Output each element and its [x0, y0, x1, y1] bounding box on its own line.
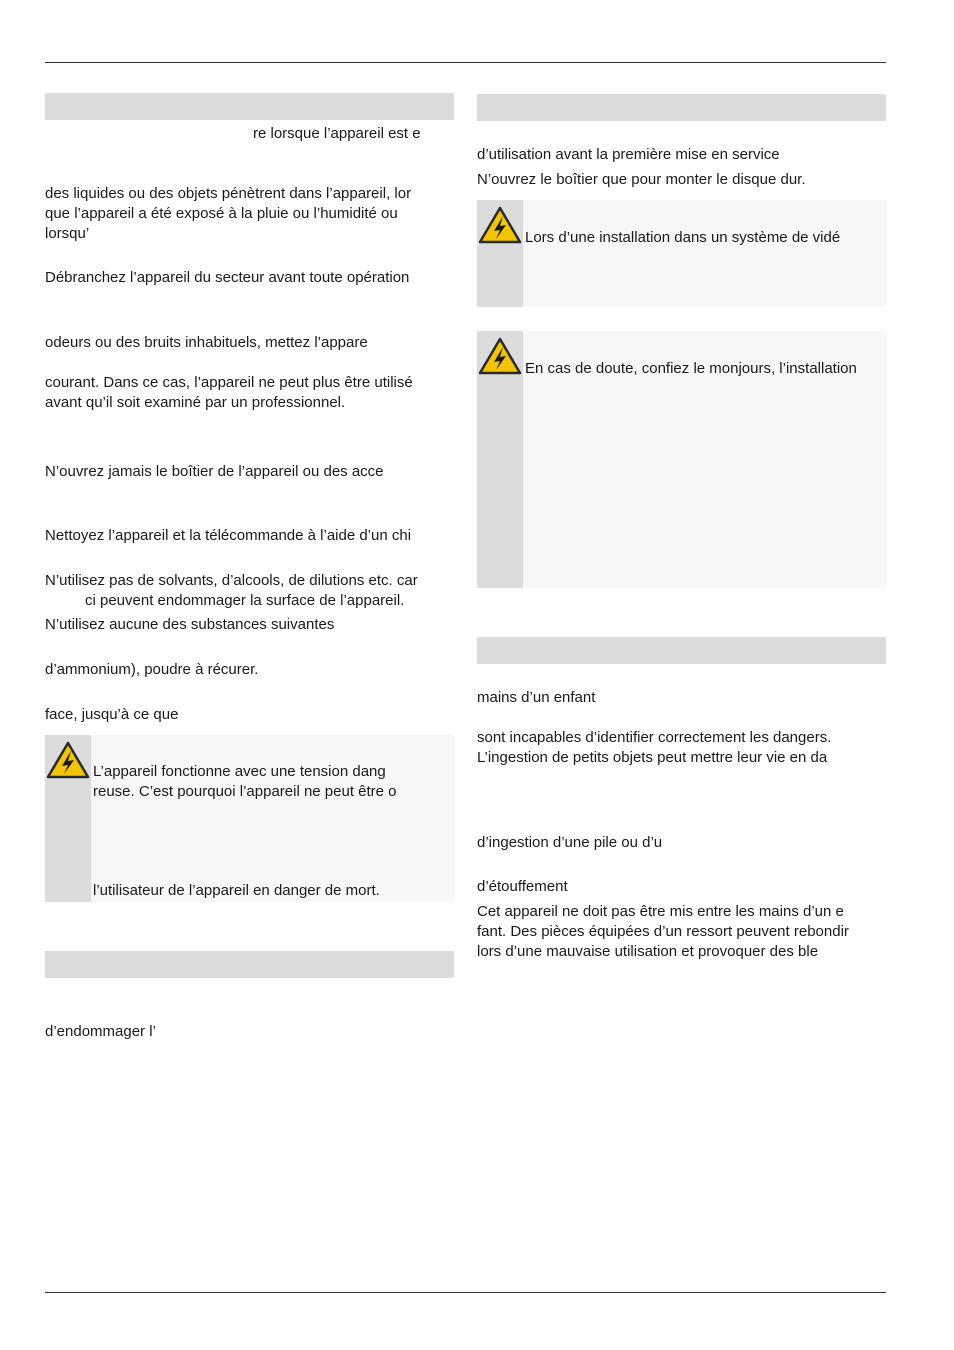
top-rule: [45, 62, 886, 63]
high-voltage-warning-icon: [478, 205, 522, 245]
warning-text: En cas de doute, confiez le monjours, l’installation: [525, 360, 857, 377]
text-line: des liquides ou des objets pénètrent dans l’appareil, lor: [45, 185, 412, 202]
warning-box: [477, 331, 886, 588]
text-line: re lorsque l’appareil est e: [253, 125, 421, 142]
section-header-bar: [477, 94, 886, 121]
text-line: L’ingestion de petits objets peut mettre leur vie en da: [477, 749, 828, 766]
high-voltage-warning-icon: [478, 336, 522, 376]
text-line: d’utilisation avant la première mise en service: [477, 146, 780, 163]
section-header-bar: [45, 951, 454, 978]
text-line: courant. Dans ce cas, l’appareil ne peut plus être utilisé: [45, 374, 413, 391]
bottom-rule: [45, 1292, 886, 1293]
text-line: N’utilisez pas de solvants, d’alcools, de dilutions etc. car: [45, 572, 418, 589]
high-voltage-warning-icon: [46, 740, 90, 780]
warning-box: [45, 735, 454, 902]
text-line: d’ingestion d’une pile ou d’u: [477, 834, 663, 851]
section-header-bar: [45, 93, 454, 120]
text-line: Cet appareil ne doit pas être mis entre les mains d’un e: [477, 903, 844, 920]
text-line: N’ouvrez jamais le boîtier de l’appareil ou des acce: [45, 463, 384, 480]
text-line: Débranchez l’appareil du secteur avant toute opération: [45, 269, 410, 286]
text-line: sont incapables d’identifier correctement les dangers.: [477, 729, 832, 746]
text-line: lors d’une mauvaise utilisation et provoquer des ble: [477, 943, 819, 960]
text-line: que l’appareil a été exposé à la pluie ou l’humidité ou: [45, 205, 398, 222]
text-line: avant qu’il soit examiné par un professionnel.: [45, 394, 346, 411]
text-line: fant. Des pièces équipées d’un ressort peuvent rebondir: [477, 923, 849, 940]
warning-text: Lors d’une installation dans un système de vidé: [525, 229, 841, 246]
text-line: mains d’un enfant: [477, 689, 596, 706]
text-line: d’ammonium), poudre à récurer.: [45, 661, 259, 678]
text-line: lorsqu’: [45, 225, 90, 242]
text-line: face, jusqu’à ce que: [45, 706, 179, 723]
warning-text: l’utilisateur de l’appareil en danger de mort.: [93, 882, 380, 899]
text-line: Nettoyez l’appareil et la télécommande à l’aide d’un chi: [45, 527, 412, 544]
text-line: ci peuvent endommager la surface de l’appareil.: [85, 592, 405, 609]
text-line: d’endommager l’: [45, 1023, 156, 1040]
text-line: odeurs ou des bruits inhabituels, mettez l’appare: [45, 334, 368, 351]
warning-text: L’appareil fonctionne avec une tension dang: [93, 763, 386, 780]
text-line: d’étouffement: [477, 878, 568, 895]
text-line: N’ouvrez le boîtier que pour monter le disque dur.: [477, 171, 806, 188]
text-line: N’utilisez aucune des substances suivantes: [45, 616, 335, 633]
warning-box: [477, 200, 886, 307]
warning-text: reuse. C’est pourquoi l’appareil ne peut être o: [93, 783, 397, 800]
section-header-bar: [477, 637, 886, 664]
